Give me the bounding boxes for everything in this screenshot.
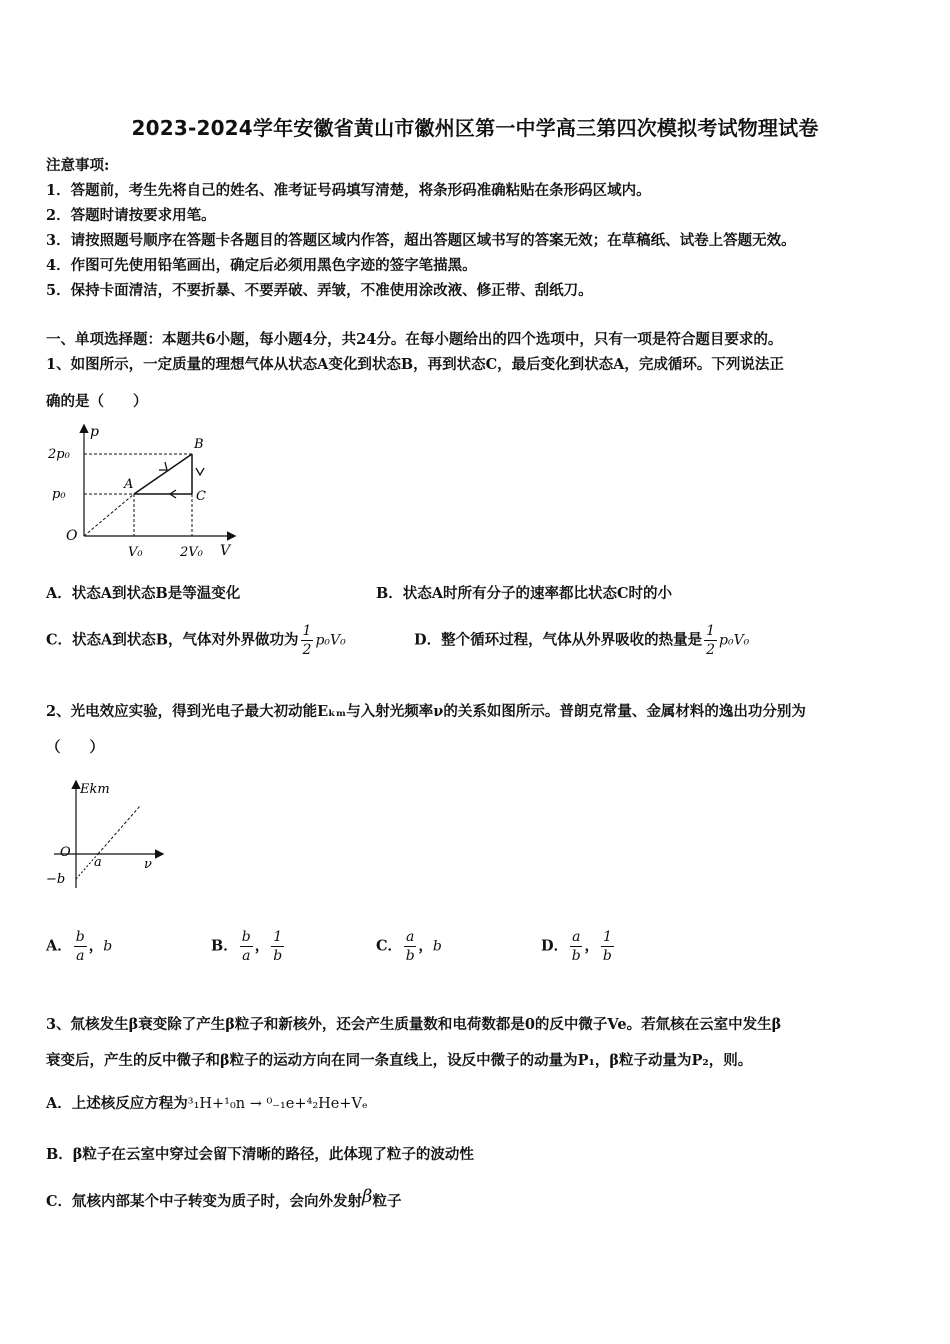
page-title: 2023-2024学年安徽省黄山市徽州区第一中学高三第四次模拟考试物理试卷 <box>131 116 819 140</box>
q1-stem-cont: 确的是（ ） <box>46 393 148 410</box>
q1-stem: 1、如图所示，一定质量的理想气体从状态A变化到状态B，再到状态C，最后变化到状态A，完成循环。下列说法正 <box>46 356 784 373</box>
fraction: $\frac{1}{2}$ <box>302 623 312 658</box>
notice-item: 5．保持卡面清洁，不要折暴、不要弄破、弄皱，不准使用涂改液、修正带、刮纸刀。 <box>46 282 593 299</box>
notice-item: 2．答题时请按要求用笔。 <box>46 207 216 224</box>
arrow-bc-icon <box>196 468 204 475</box>
fraction: $\frac{1}{b}$ <box>602 929 612 964</box>
beta-symbol: β <box>362 1186 373 1207</box>
arrow-ab-icon <box>159 462 167 470</box>
intercept-a-label: a <box>94 855 102 870</box>
fraction: $\frac{1}{b}$ <box>273 929 283 964</box>
path-ab <box>134 454 192 494</box>
fraction: $\frac{b}{a}$ <box>241 929 251 964</box>
section-heading: 一、单项选择题：本题共6小题，每小题4分，共24分。在每小题给出的四个选项中，只有一项是符合题目要求的。 <box>46 331 783 348</box>
q2-stem-cont: （ ） <box>46 739 104 756</box>
q2-stem: 2、光电效应实验，得到光电子最大初动能Eₖₘ与入射光频率ν的关系如图所示。普朗克常量、金属材料的逸出功分别为 <box>46 703 806 720</box>
x-axis-label: ν <box>144 857 152 872</box>
q1-option-c: C．状态A到状态B，气体对外界做功为 <box>46 631 299 649</box>
notice-item: 1．答题前，考生先将自己的姓名、准考证号码填写清楚，将条形码准确粘贴在条形码区域内。 <box>46 182 651 199</box>
q1-pv-graph <box>44 418 244 563</box>
intercept-b-label: −b <box>46 872 66 887</box>
q3-option-a: A．上述核反应方程为³₁H+¹₀n → ⁰₋₁e+⁴₂He+Vₑ <box>46 1095 368 1112</box>
point-c-label: C <box>196 489 206 504</box>
expression: p₀V₀ <box>315 632 346 649</box>
fraction: $\frac{1}{2}$ <box>706 623 715 658</box>
notice-item: 3．请按照题号顺序在答题卡各题目的答题区域内作答，超出答题区域书写的答案无效；在草稿纸、试卷上答题无效。 <box>46 232 796 249</box>
tick-2p0: 2p₀ <box>48 447 70 462</box>
extension-line <box>84 494 134 536</box>
q3-stem-cont: 衰变后，产生的反中微子和β粒子的运动方向在同一条直线上，设反中微子的动量为P₁，β粒子动量为P₂，则。 <box>46 1052 753 1069</box>
origin-label: O <box>66 528 78 544</box>
fraction: $\frac{b}{a}$ <box>75 929 85 964</box>
q1-option-b: B．状态A时所有分子的速率都比状态C时的小 <box>376 585 673 602</box>
y-axis-label: p <box>90 424 99 440</box>
tick-v0: V₀ <box>128 545 143 560</box>
q1-option-c-row <box>46 622 346 659</box>
q3-option-c: C．氚核内部某个中子转变为质子时，会向外发射β粒子 <box>46 1186 402 1210</box>
y-axis-label: Ekm <box>80 782 110 797</box>
nuclear-equation: ³₁H+¹₀n → ⁰₋₁e+⁴₂He+Vₑ <box>187 1096 368 1112</box>
q2-energy-graph <box>44 776 174 894</box>
expression: p₀V₀ <box>719 632 750 649</box>
point-b-label: B <box>194 437 204 452</box>
tick-p0: p₀ <box>52 487 66 502</box>
notice-item: 4．作图可先使用铅笔画出，确定后必须用黑色字迹的签字笔描黑。 <box>46 257 477 274</box>
q2-option-d: D． $\frac{a}{b}$ ， $\frac{1}{b}$ <box>541 929 612 964</box>
q1-option-d: D．整个循环过程，气体从外界吸收的热量是 <box>414 631 703 649</box>
fraction: $\frac{a}{b}$ <box>571 929 581 964</box>
q2-option-a: A． $\frac{b}{a}$ ，b <box>46 929 113 964</box>
q2-option-c: C． $\frac{a}{b}$ ，b <box>376 929 442 964</box>
q3-option-b: B．β粒子在云室中穿过会留下清晰的路径，此体现了粒子的波动性 <box>46 1146 474 1163</box>
q2-option-b: B． $\frac{b}{a}$ ， $\frac{1}{b}$ <box>211 929 283 964</box>
x-axis-label: V <box>220 543 231 559</box>
q1-option-d-row <box>414 622 749 659</box>
q3-stem: 3、氚核发生β衰变除了产生β粒子和新核外，还会产生质量数和电荷数都是0的反中微子Ve。若氚核在云室中发生β <box>46 1016 782 1033</box>
fraction: $\frac{a}{b}$ <box>405 929 415 964</box>
graph-line <box>98 806 140 854</box>
q1-option-a: A．状态A到状态B是等温变化 <box>46 585 241 602</box>
origin-label: O <box>60 845 71 860</box>
point-a-label: A <box>124 477 134 492</box>
tick-2v0: 2V₀ <box>180 545 203 560</box>
notice-heading: 注意事项: <box>46 157 110 174</box>
